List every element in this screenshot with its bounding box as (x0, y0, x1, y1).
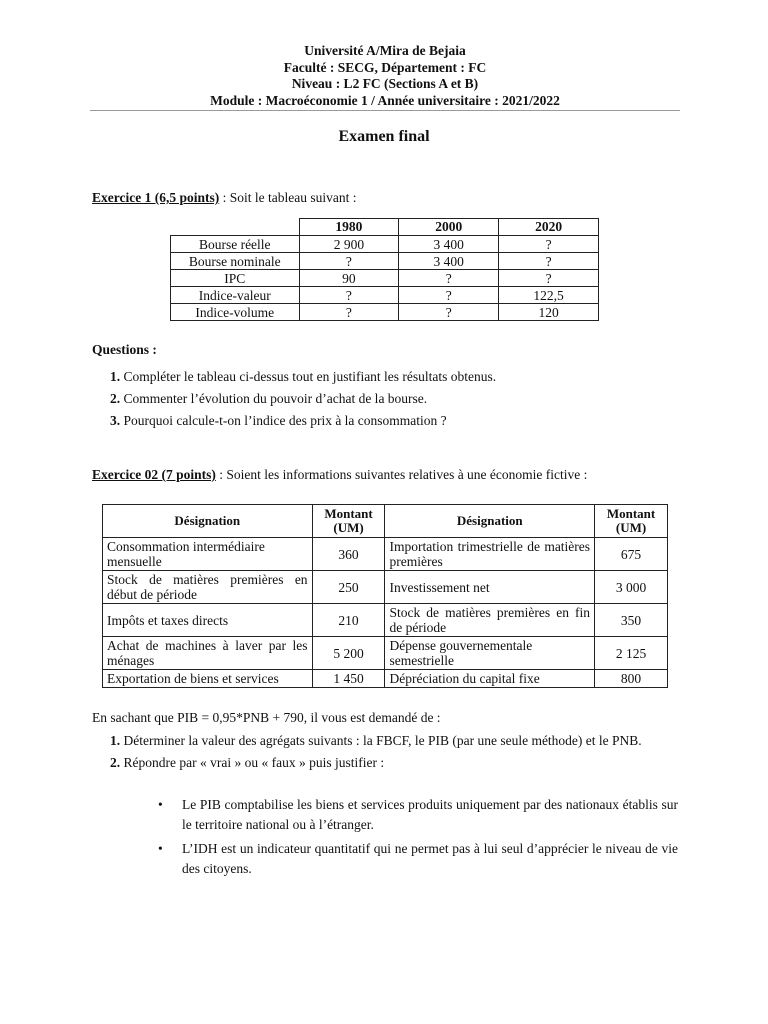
exercise2-intro: : Soient les informations suivantes relatives à une économie fictive : (215, 467, 588, 482)
amount-cell: 360 (312, 538, 385, 571)
table-cell: ? (299, 253, 399, 270)
table-corner (171, 219, 300, 236)
list-item (110, 388, 496, 410)
table-cell: ? (499, 253, 599, 270)
bullet-icon: • (158, 797, 163, 812)
designation-cell: Stock de matières premières en début de période (103, 571, 313, 604)
table-cell: 2 900 (299, 236, 399, 253)
table-cell: ? (499, 236, 599, 253)
amount-cell: 350 (595, 604, 668, 637)
page-title: Examen final (338, 128, 430, 145)
designation-cell: Investissement net (385, 571, 595, 604)
montant-label: Montant (606, 506, 656, 521)
question-text: Déterminer la valeur des agrégats suivants : la FBCF, le PIB (par une seule méthode) et le PNB. (120, 733, 642, 748)
table-row (103, 571, 668, 604)
exercise1-intro: : Soit le tableau suivant : (219, 190, 357, 205)
exercise2-formula-intro: En sachant que PIB = 0,95*PNB + 790, il vous est demandé de : (92, 710, 441, 725)
faculty-line: Faculté : SECG, Département : FC (283, 59, 487, 75)
list-item (158, 795, 678, 835)
list-item (110, 366, 496, 388)
question-text: Répondre par « vrai » ou « faux » puis justifier : (120, 755, 385, 770)
question-number: 1. (110, 733, 121, 748)
question-text: Pourquoi calcule-t-on l’indice des prix à la consommation ? (120, 413, 447, 428)
table-row (171, 253, 599, 270)
questions-label: Questions : (92, 342, 157, 357)
designation-cell: Importation trimestrielle de matières premières (385, 538, 595, 571)
column-header: 1980 (299, 219, 399, 236)
designation-cell: Dépréciation du capital fixe (385, 670, 595, 688)
amount-cell: 3 000 (595, 571, 668, 604)
table-header-row (171, 219, 599, 236)
table-row (103, 604, 668, 637)
question-number: 1. (110, 369, 121, 384)
amount-cell: 675 (595, 538, 668, 571)
statement-text: L’IDH est un indicateur quantitatif qui ne permet pas à lui seul d’apprécier le niveau de vie des citoyens. (182, 841, 678, 876)
table-cell: 90 (299, 270, 399, 287)
amount-cell: 5 200 (312, 637, 385, 670)
exercise1-heading (92, 190, 356, 206)
table-cell: 122,5 (499, 287, 599, 304)
table-cell: ? (399, 270, 499, 287)
exercise2-title: Exercice 02 (7 points) (92, 467, 216, 482)
amount-cell: 210 (312, 604, 385, 637)
row-label: Indice-volume (171, 304, 300, 321)
column-header: Désignation (385, 505, 595, 538)
exercise1-questions (110, 366, 496, 432)
row-label: Bourse nominale (171, 253, 300, 270)
table-cell: ? (299, 287, 399, 304)
list-item (110, 731, 678, 751)
amount-cell: 800 (595, 670, 668, 688)
amount-cell: 1 450 (312, 670, 385, 688)
level-line: Niveau : L2 FC (Sections A et B) (291, 76, 479, 91)
row-label: Bourse réelle (171, 236, 300, 253)
table-cell: ? (299, 304, 399, 321)
table-row (171, 304, 599, 321)
question-text: Commenter l’évolution du pouvoir d’achat de la bourse. (120, 391, 428, 406)
table-row (103, 670, 668, 688)
designation-cell: Exportation de biens et services (103, 670, 313, 688)
table-cell: 120 (499, 304, 599, 321)
designation-cell: Impôts et taxes directs (103, 604, 313, 637)
column-header: 2000 (399, 219, 499, 236)
list-item (110, 410, 496, 432)
designation-cell: Stock de matières premières en fin de période (385, 604, 595, 637)
row-label: Indice-valeur (171, 287, 300, 304)
designation-cell: Achat de machines à laver par les ménages (103, 637, 313, 670)
table-cell: ? (499, 270, 599, 287)
table-cell: 3 400 (399, 253, 499, 270)
row-label: IPC (171, 270, 300, 287)
exercise1-title: Exercice 1 (6,5 points) (92, 190, 220, 205)
designation-cell: Dépense gouvernementale semestrielle (385, 637, 595, 670)
exercise2-questions (110, 731, 678, 775)
table-row (171, 270, 599, 287)
table-cell: 3 400 (399, 236, 499, 253)
question-text: Compléter le tableau ci-dessus tout en justifiant les résultats obtenus. (120, 369, 497, 384)
statement-text: Le PIB comptabilise les biens et services produits uniquement par des nationaux établis sur le territoire national ou à l’étranger. (182, 797, 678, 832)
column-header (312, 505, 385, 538)
column-header: 2020 (499, 219, 599, 236)
exercise2-table (102, 504, 668, 688)
unit-label: (UM) (615, 520, 647, 535)
exercise1-table (170, 218, 599, 321)
table-cell: ? (399, 287, 499, 304)
montant-label: Montant (324, 506, 373, 521)
document-header (90, 43, 680, 109)
amount-cell: 250 (312, 571, 385, 604)
unit-label: (UM) (333, 520, 364, 535)
column-header: Désignation (103, 505, 313, 538)
table-row (171, 287, 599, 304)
header-divider (90, 110, 680, 111)
university-name: Université A/Mira de Bejaia (304, 43, 466, 58)
table-row (103, 637, 668, 670)
question-number: 2. (110, 391, 121, 406)
true-false-statements (158, 795, 678, 883)
module-line: Module : Macroéconomie 1 / Année universitaire : 2021/2022 (210, 92, 560, 108)
table-cell: ? (399, 304, 499, 321)
designation-cell: Consommation intermédiaire mensuelle (103, 538, 313, 571)
exercise2-heading (92, 467, 587, 483)
list-item (110, 753, 678, 773)
question-number: 3. (110, 413, 121, 428)
list-item (158, 839, 678, 879)
bullet-icon: • (158, 841, 163, 856)
amount-cell: 2 125 (595, 637, 668, 670)
table-header-row (103, 505, 668, 538)
column-header (595, 505, 668, 538)
table-row (171, 236, 599, 253)
table-row (103, 538, 668, 571)
question-number: 2. (110, 755, 121, 770)
